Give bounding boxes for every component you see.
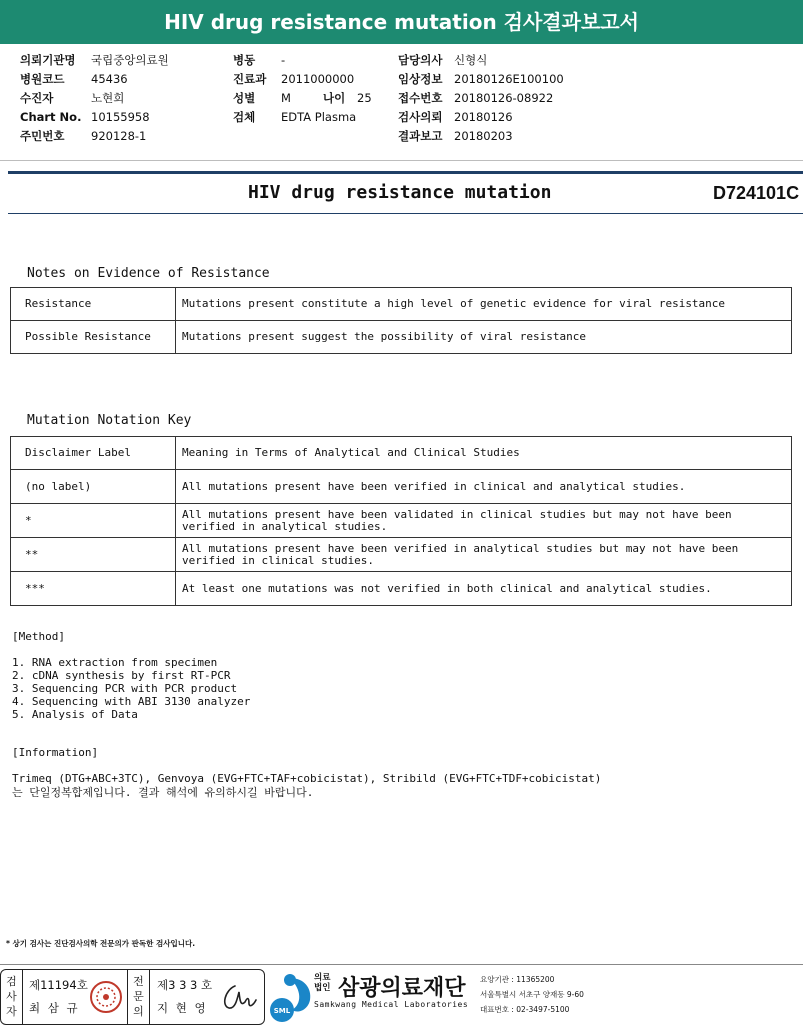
info-label: 진료과 xyxy=(233,72,267,86)
report-header-title: HIV drug resistance mutation 검사결과보고서 xyxy=(0,0,803,44)
info-value: 45436 xyxy=(91,72,128,86)
info-label: 수진자 xyxy=(20,91,54,105)
method-step: 4. Sequencing with ABI 3130 analyzer xyxy=(12,695,251,708)
divider xyxy=(8,213,803,214)
examiner-seal-icon xyxy=(89,978,123,1016)
table-row xyxy=(11,288,792,321)
table-row xyxy=(11,572,792,606)
info-value: 신형식 xyxy=(454,53,488,67)
signature-box xyxy=(0,969,265,1025)
info-label: 병원코드 xyxy=(20,72,65,86)
info-label: 성별 xyxy=(233,91,256,105)
info-label: 검체 xyxy=(233,110,256,124)
reader-name: 지 현 영 xyxy=(157,1001,208,1015)
notation-text: All mutations present have been verified in clinical and analytical studies. xyxy=(176,470,792,504)
info-value: 920128-1 xyxy=(91,129,147,143)
notation-label: * xyxy=(11,504,176,538)
report-code: D724101C xyxy=(713,183,800,203)
info-label: 주민번호 xyxy=(20,129,65,143)
logo-text: SML xyxy=(273,1007,291,1015)
examiner-name: 최 삼 규 xyxy=(29,1001,80,1015)
information-line: Trimeq (DTG+ABC+3TC), Genvoya (EVG+FTC+TAF+cobicistat), Stribild (EVG+FTC+TDF+cobicistat) xyxy=(12,772,602,785)
info-label: 임상정보 xyxy=(398,72,443,86)
info-value: 노현희 xyxy=(91,91,125,105)
info-label: Chart No. xyxy=(20,110,82,124)
information-title: [Information] xyxy=(12,746,99,759)
info-label: 의뢰기관명 xyxy=(20,53,76,67)
notes-text: Mutations present suggest the possibility of viral resistance xyxy=(176,321,792,354)
sml-logo-icon xyxy=(268,970,314,1024)
examiner-role-text: 검사자 xyxy=(6,975,17,1018)
org-name: 삼광의료재단 xyxy=(338,976,466,1001)
info-value: 20180203 xyxy=(454,129,513,143)
info-value: 20180126 xyxy=(454,110,513,124)
info-value: 2011000000 xyxy=(281,72,355,86)
info-label: 검사의뢰 xyxy=(398,110,443,124)
notation-table xyxy=(10,436,792,606)
patient-info-col2 xyxy=(233,51,372,127)
notation-label: (no label) xyxy=(11,470,176,504)
info-label: 담당의사 xyxy=(398,53,443,67)
examiner-role-label xyxy=(1,970,23,1024)
info-value: 20180126-08922 xyxy=(454,91,554,105)
org-code: 요양기관 : 11365200 xyxy=(480,975,555,984)
notation-text: All mutations present have been validated in clinical studies but may not have been verified in analytical studies. xyxy=(176,504,792,538)
reader-role-label xyxy=(128,970,150,1024)
info-value: 10155958 xyxy=(91,110,150,124)
notes-label: Resistance xyxy=(11,288,176,321)
age-value: 25 xyxy=(357,91,372,105)
notes-section-title: Notes on Evidence of Resistance xyxy=(27,266,270,281)
method-step: 1. RNA extraction from specimen xyxy=(12,656,218,669)
notation-label: *** xyxy=(11,572,176,606)
notation-text: Meaning in Terms of Analytical and Clinical Studies xyxy=(176,437,792,470)
method-step: 5. Analysis of Data xyxy=(12,708,138,721)
info-value: M xyxy=(281,91,291,105)
notes-table xyxy=(10,287,792,354)
method-step: 2. cDNA synthesis by first RT-PCR xyxy=(12,669,231,682)
table-row xyxy=(11,321,792,354)
method-title: [Method] xyxy=(12,630,65,643)
info-value: EDTA Plasma xyxy=(281,110,357,124)
information-line: 는 단일정복합제입니다. 결과 해석에 유의하시길 바랍니다. xyxy=(12,786,314,799)
org-prefix: 의료 법인 xyxy=(314,973,331,993)
notation-label: ** xyxy=(11,538,176,572)
table-row xyxy=(11,504,792,538)
report-title: HIV drug resistance mutation xyxy=(248,182,552,203)
age-label: 나이 xyxy=(323,91,346,105)
info-label: 병동 xyxy=(233,53,256,67)
table-row xyxy=(11,470,792,504)
notation-label: Disclaimer Label xyxy=(11,437,176,470)
notes-text: Mutations present constitute a high level of genetic evidence for viral resistance xyxy=(176,288,792,321)
divider xyxy=(0,964,803,965)
org-address: 서울특별시 서초구 양재동 9-60 xyxy=(480,990,584,999)
notation-section-title: Mutation Notation Key xyxy=(27,413,192,428)
org-phone: 대표번호 : 02-3497-5100 xyxy=(480,1005,570,1014)
notes-label: Possible Resistance xyxy=(11,321,176,354)
info-value: 국립중앙의료원 xyxy=(91,53,169,67)
divider xyxy=(0,160,803,161)
divider xyxy=(8,171,803,174)
table-row xyxy=(11,538,792,572)
footnote: * 상기 검사는 진단검사의학 전문의가 판독한 검사입니다. xyxy=(6,939,196,948)
info-value: 20180126E100100 xyxy=(454,72,564,86)
notation-text: All mutations present have been verified in analytical studies but may not have been verified in clinical studies. xyxy=(176,538,792,572)
examiner-license: 제11194호 xyxy=(29,978,88,992)
patient-info-col1 xyxy=(20,51,169,146)
method-step: 3. Sequencing PCR with PCR product xyxy=(12,682,238,695)
info-value: - xyxy=(281,53,286,67)
reader-license: 제3 3 3 호 xyxy=(157,978,213,992)
info-label: 결과보고 xyxy=(398,129,443,143)
org-english-name: Samkwang Medical Laboratories xyxy=(314,1000,469,1009)
reader-role-text: 전문의 xyxy=(133,975,144,1018)
info-label: 접수번호 xyxy=(398,91,443,105)
signature-icon xyxy=(219,980,259,1016)
table-row xyxy=(11,437,792,470)
notation-text: At least one mutations was not verified in both clinical and analytical studies. xyxy=(176,572,792,606)
patient-info-col3 xyxy=(398,51,564,146)
